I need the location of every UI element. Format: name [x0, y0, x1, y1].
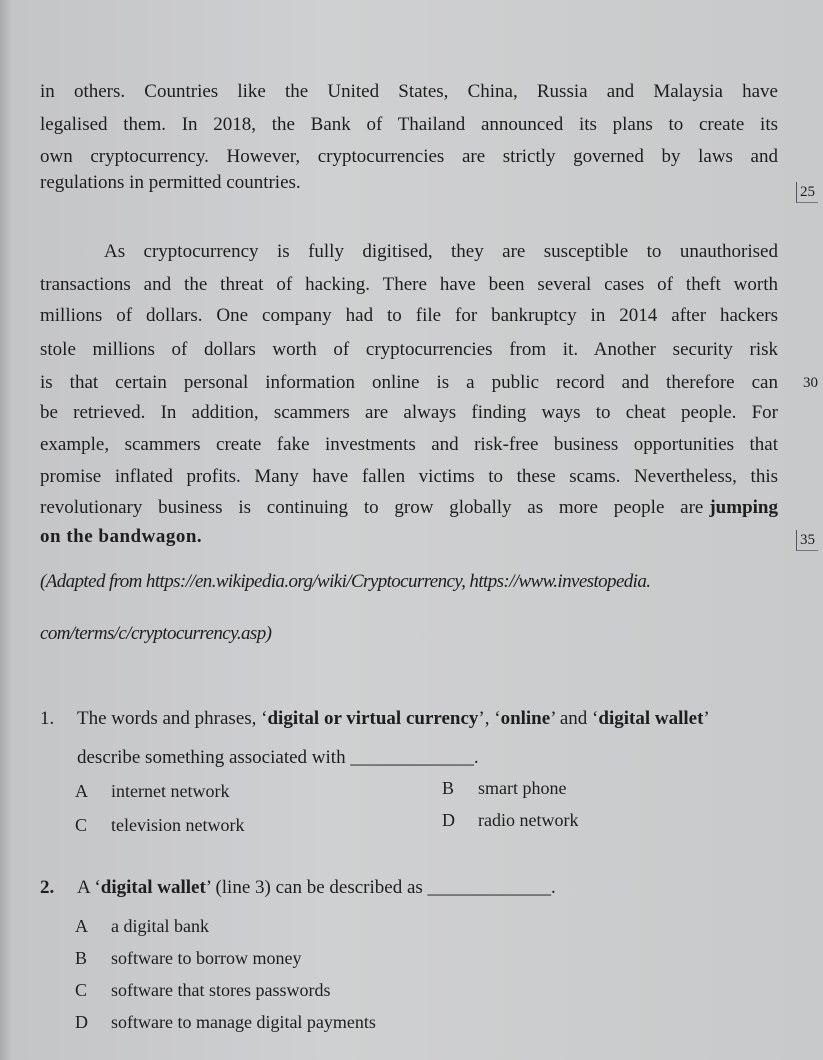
option-text: internet network [111, 781, 230, 801]
passage-line: As cryptocurrency is fully digitised, they are susceptible to unauthorised [104, 241, 778, 262]
option-letter: A [75, 781, 88, 801]
option-c[interactable] [75, 813, 244, 837]
option-text: software to borrow money [111, 948, 302, 968]
question-number: 1. [40, 708, 55, 729]
option-text: software to manage digital payments [111, 1012, 376, 1032]
option-d[interactable] [75, 1010, 376, 1034]
option-a[interactable] [75, 914, 209, 938]
stem-text: A ‘ [77, 877, 101, 898]
source-citation: (Adapted from https://en.wikipedia.org/wiki/Cryptocurrency, https://www.investopedia. [40, 571, 651, 592]
key-term: digital wallet [100, 877, 206, 898]
option-text: television network [111, 815, 245, 835]
passage-line: promise inflated profits. Many have fallen victims to these scams. Nevertheless, this [40, 466, 778, 487]
option-a[interactable] [75, 779, 229, 803]
line-number: 25 [796, 182, 818, 203]
passage-line: transactions and the threat of hacking. There have been several cases of theft worth [40, 274, 778, 295]
passage-line: own cryptocurrency. However, cryptocurrencies are strictly governed by laws and [40, 146, 778, 167]
option-letter: B [442, 778, 455, 798]
key-term: digital wallet [598, 708, 704, 729]
passage-line: example, scammers create fake investments and risk-free business opportunities that [40, 434, 778, 455]
passage-line: in others. Countries like the United States, China, Russia and Malaysia have [40, 81, 778, 102]
passage-line-text: revolutionary business is continuing to grow globally as more people are [40, 497, 704, 518]
option-letter: C [75, 815, 88, 835]
question-number: 2. [40, 877, 55, 898]
option-text: smart phone [478, 778, 567, 798]
option-c[interactable] [75, 978, 330, 1002]
option-text: radio network [478, 810, 579, 830]
stem-text: ’ [703, 708, 710, 729]
stem-text: ’ (line 3) can be described as _____________. [205, 877, 556, 898]
stem-text: The words and phrases, ‘ [77, 708, 268, 729]
passage-line [40, 496, 778, 520]
option-letter: D [442, 810, 455, 830]
highlighted-phrase: jumping [709, 497, 778, 518]
question-stem-line2: describe something associated with _____________. [77, 747, 479, 768]
highlighted-phrase: on the bandwagon. [40, 526, 203, 547]
key-term: digital or virtual currency [267, 708, 479, 729]
option-letter: A [75, 916, 88, 936]
passage-line: legalised them. In 2018, the Bank of Thailand announced its plans to create its [40, 114, 778, 135]
passage-line: be retrieved. In addition, scammers are always finding ways to cheat people. For [40, 402, 778, 423]
line-number: 35 [796, 530, 818, 551]
stem-text: ’ and ‘ [550, 708, 599, 729]
line-number: 30 [803, 375, 818, 391]
option-text: a digital bank [111, 916, 209, 936]
question-stem [40, 876, 778, 900]
option-d[interactable] [442, 808, 578, 832]
option-letter: C [75, 980, 88, 1000]
key-term: online [500, 708, 551, 729]
passage-line: millions of dollars. One company had to file for bankruptcy in 2014 after hackers [40, 305, 778, 326]
stem-text: ’, ‘ [478, 708, 501, 729]
passage-line: is that certain personal information online is a public record and therefore can [40, 372, 778, 393]
passage-line: stole millions of dollars worth of cryptocurrencies from it. Another security risk [40, 339, 778, 360]
option-text: software that stores passwords [111, 980, 331, 1000]
option-b[interactable] [75, 946, 301, 970]
option-letter: D [75, 1012, 88, 1032]
option-b[interactable] [442, 776, 566, 800]
question-stem [40, 707, 778, 731]
passage-line: regulations in permitted countries. [40, 172, 301, 193]
source-citation: com/terms/c/cryptocurrency.asp) [40, 623, 272, 644]
option-letter: B [75, 948, 88, 968]
